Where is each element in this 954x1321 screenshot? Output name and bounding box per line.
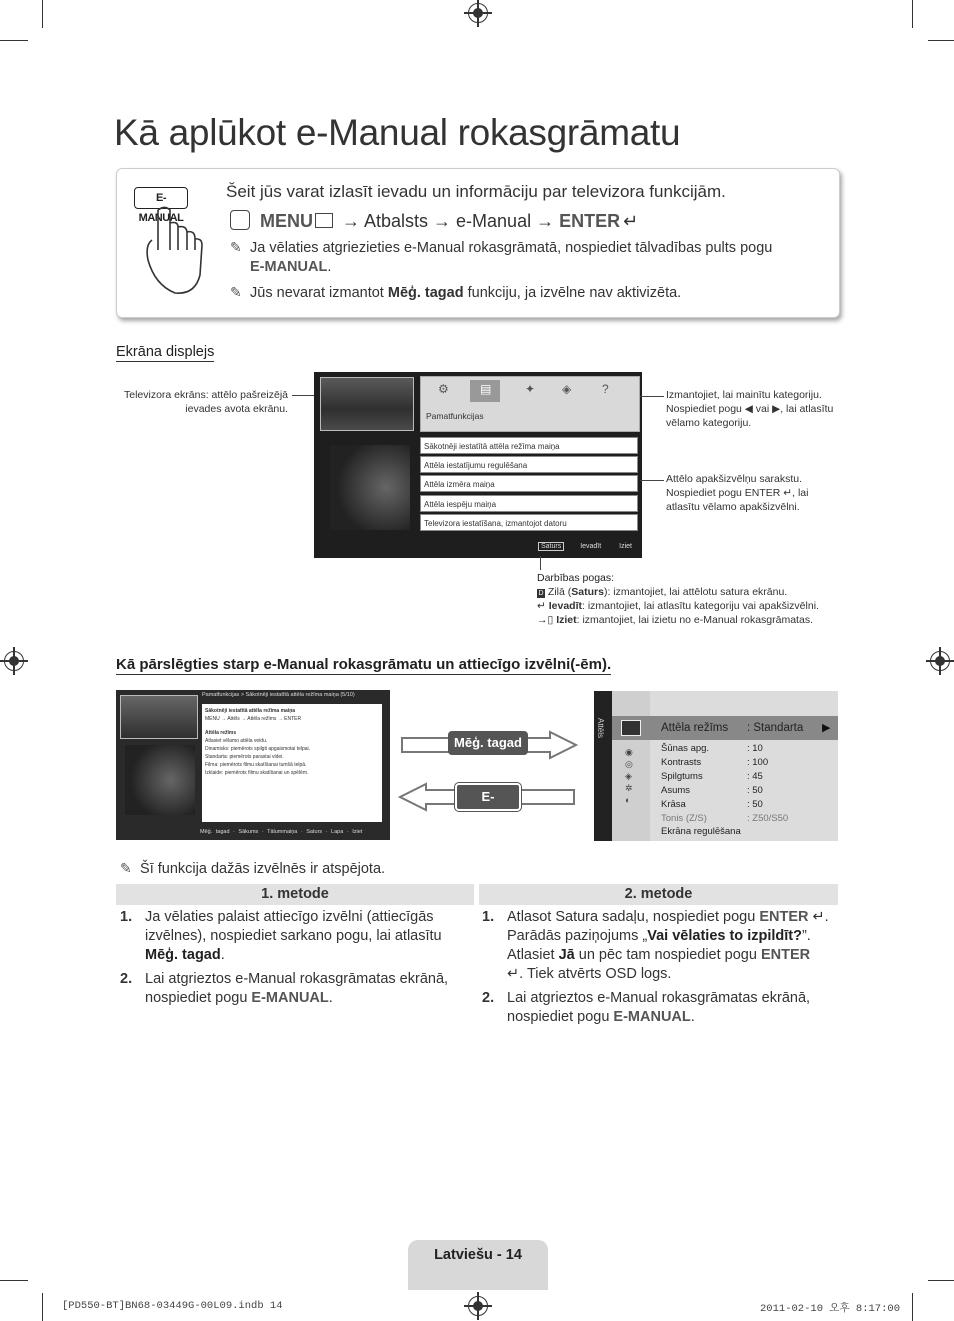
callout-line <box>292 395 316 396</box>
category-label: Pamatfunkcijas <box>426 411 484 421</box>
category-icon[interactable]: ✦ <box>525 382 536 396</box>
action-bar <box>538 543 632 550</box>
crop-mark <box>0 40 28 41</box>
setting-value: : 50 <box>747 785 763 796</box>
enter-icon: ↵ <box>808 909 825 925</box>
note-1-button: E-MANUAL <box>250 259 328 275</box>
method-1-header: 1. metode <box>116 884 474 905</box>
mini-action-bar: Mēģ. tagad · Sākums · Tālummaiņa · Saturs · Lapa · Iziet <box>200 829 363 835</box>
setting-value: : 45 <box>747 771 763 782</box>
section-heading-switch: Kā pārslēgties starp e-Manual rokasgrāmatu un attiecīgo izvēlni(-ēm). <box>116 656 612 673</box>
method-2-list <box>480 908 830 1027</box>
method-2-step-2: 2. Lai atgrieztos e-Manual rokasgrāmatas ekrānā, nospiediet pogu E-MANUAL. <box>482 990 811 1025</box>
callout-category: Izmantojiet, lai mainītu kategoriju. Nospiediet pogu ◀ vai ▶, lai atlasītu vēlamo kategoriju. <box>666 389 834 429</box>
setting-label[interactable]: Ekrāna regulēšana <box>661 826 741 837</box>
method-1-list <box>118 908 468 1008</box>
exit-icon: →▯ <box>537 614 554 626</box>
hand-pointer-icon <box>140 205 210 300</box>
enter-label: ENTER <box>559 211 621 231</box>
input-icon[interactable]: ✲ <box>625 783 633 793</box>
setting-label[interactable]: Asums <box>661 785 691 796</box>
setting-label[interactable]: Šūnas apg. <box>661 743 710 754</box>
action-buttons-legend: Darbības pogas: D Zilā (Saturs): izmantojiet, lai attēlotu satura ekrānu. ↵ Ievadīt: izmantojiet, lai atlasītu kategoriju vai apakšizvēlni. →▯ Iziet: izmantojiet, lai izietu no e-Manual rokasgrāmatas. <box>537 572 819 626</box>
picture-icon <box>621 720 641 736</box>
callout-submenu: Attēlo apakšizvēlņu sarakstu. Nospiediet pogu ENTER ↵, lai atlasītu vēlamo apakšizvēlni. <box>666 473 809 513</box>
setting-value: : 100 <box>747 757 769 768</box>
menu-path <box>230 210 638 232</box>
callout-line <box>640 480 664 481</box>
menu-item[interactable]: Attēla iestatījumu regulēšana <box>420 456 638 473</box>
pencil-note-icon: ✎ <box>230 284 242 300</box>
crop-mark <box>912 0 913 28</box>
note-1: ✎ Ja vēlaties atgriezieties e-Manual rokasgrāmatā, nospiediet tālvadības pults pogu E-MANUAL. <box>230 239 773 275</box>
arrow-right-icon[interactable]: ▶ <box>822 722 831 734</box>
exit-button[interactable]: Iziet <box>619 543 632 550</box>
menu-item[interactable]: Attēla izmēra maiņa <box>420 475 638 492</box>
sound-icon[interactable]: ◉ <box>625 747 633 757</box>
menu-item[interactable]: Attēla iespēju maiņa <box>420 495 638 512</box>
crop-mark <box>42 1293 43 1321</box>
menu-item[interactable]: Sākotnēji iestatītā attēla režīma maiņa <box>420 437 638 454</box>
category-icon[interactable]: ? <box>602 382 609 396</box>
setup-icon[interactable]: ◈ <box>625 771 632 781</box>
method-2-header: 2. metode <box>479 884 838 905</box>
category-icon[interactable]: ◈ <box>562 382 572 396</box>
enter-icon: ↵ <box>623 211 639 231</box>
footer-file: [PD550-BT]BN68-03449G-00L09.indb 14 <box>62 1300 283 1312</box>
setting-value: : 10 <box>747 743 763 754</box>
decorative-graphic <box>125 745 195 815</box>
registration-mark-icon <box>930 651 950 671</box>
side-strip <box>594 691 612 841</box>
enter-button[interactable]: Ievadīt <box>580 543 602 550</box>
crop-mark <box>928 1280 954 1281</box>
crop-mark <box>912 1293 913 1321</box>
pencil-note-icon: ✎ <box>120 860 132 876</box>
channel-icon[interactable]: ◎ <box>625 759 633 769</box>
menu-icon <box>315 213 333 228</box>
mini-breadcrumb: Pamatfunkcijas > Sākotnēji iestatītā attēla režīma maiņa (5/10) <box>202 692 355 698</box>
menu-item[interactable]: Televizora iestatīšana, izmantojot datoru <box>420 514 638 531</box>
crop-mark <box>0 1280 28 1281</box>
content-button[interactable]: Saturs <box>538 542 564 551</box>
mini-content: Sākotnēji iestatītā attēla režīma maiņa MENU → Attēls → Attēla režīms → ENTER Attēla režīms Atlasiet vēlamo attēla veidu. Dinamisks: piemērots spilgti apgaismotai telpai. Standarta: piemērots parastai videi. Filma: piemērots filmu skatīšanai tumšā telpā. Izklaide: piemērots filmu skatīšanai un spēlēm. <box>202 704 382 822</box>
note-2-bold: Mēģ. tagad <box>387 285 464 301</box>
callout-line <box>540 556 541 570</box>
section-heading-display: Ekrāna displejs <box>116 344 215 360</box>
setting-value: : 50 <box>747 799 763 810</box>
page-title: Kā aplūkot e-Manual rokasgrāmatu <box>114 112 681 153</box>
crop-mark <box>42 0 43 28</box>
setting-label[interactable]: Krāsa <box>661 799 686 810</box>
crop-mark <box>928 40 954 41</box>
setting-label[interactable]: Kontrasts <box>661 757 702 768</box>
category-icons <box>625 746 633 806</box>
note-1-text: Ja vēlaties atgriezieties e-Manual rokasgrāmatā, nospiediet tālvadības pults pogu <box>250 240 773 256</box>
category-icon[interactable]: ▤ <box>480 382 492 396</box>
decorative-graphic <box>330 445 410 530</box>
note-2-text-b: funkciju, ja izvēlne nav aktivizēta. <box>463 285 682 301</box>
menu-label: MENU <box>260 211 313 231</box>
enter-icon: ↵ <box>537 600 546 612</box>
path-text: → Atbalsts → e-Manual → <box>337 211 560 231</box>
callout-line <box>640 396 664 397</box>
enter-icon: ↵ <box>507 966 520 982</box>
registration-mark-icon <box>4 651 24 671</box>
note-2-text-a: Jūs nevarat izmantot <box>250 285 388 301</box>
page-number: Latviešu - 14 <box>434 1247 522 1263</box>
support-icon[interactable]: ◐ <box>625 795 631 805</box>
emanual-button[interactable]: E-MANUAL <box>455 783 521 811</box>
side-label: Attēls <box>596 718 605 739</box>
category-icon[interactable]: ⚙ <box>438 382 449 396</box>
method-2-step-1: 1. Atlasot Satura sadaļu, nospiediet pogu ENTER ↵. Parādās paziņojums „Vai vēlaties to izpildīt?”. Atlasiet Jā un pēc tam nospiediet pogu ENTER ↵. Tiek atvērts OSD logs. <box>482 909 829 982</box>
disabled-note: ✎ Šī funkcija dažās izvēlnēs ir atspējota. <box>120 860 386 877</box>
setting-label[interactable]: Spilgtums <box>661 771 703 782</box>
setting-value: : Standarta <box>747 722 804 734</box>
setting-label: Tonis (Z/S) <box>661 813 707 824</box>
emanual-badge: E-MANUAL <box>134 187 188 209</box>
registration-mark-icon <box>468 3 488 23</box>
tv-preview-image <box>320 377 414 431</box>
setting-label[interactable]: Attēla režīms <box>661 722 729 734</box>
remote-icon <box>230 210 250 230</box>
registration-mark-icon <box>468 1296 488 1316</box>
method-1-step-1: 1. Ja vēlaties palaist attiecīgo izvēlni (attiecīgās izvēlnes), nospiediet sarkano pogu, lai atlasītu Mēģ. tagad. <box>120 909 442 963</box>
setting-value: : Z50/S50 <box>747 813 789 824</box>
intro-text: Šeit jūs varat izlasīt ievadu un informāciju par televizora funkcijām. <box>226 182 726 201</box>
note-2 <box>230 284 681 301</box>
try-now-button[interactable]: Mēģ. tagad <box>448 731 528 755</box>
d-key-icon: D <box>538 590 544 597</box>
method-1-step-2: 2. Lai atgrieztos e-Manual rokasgrāmatas ekrānā, nospiediet pogu E-MANUAL. <box>120 971 449 1006</box>
pencil-note-icon: ✎ <box>230 239 242 255</box>
footer-date: 2011-02-10 오후 8:17:00 <box>760 1303 901 1315</box>
callout-tv-screen: Televizora ekrāns: attēlo pašreizējā ievades avota ekrānu. <box>123 389 288 415</box>
tv-preview-image <box>120 695 198 739</box>
